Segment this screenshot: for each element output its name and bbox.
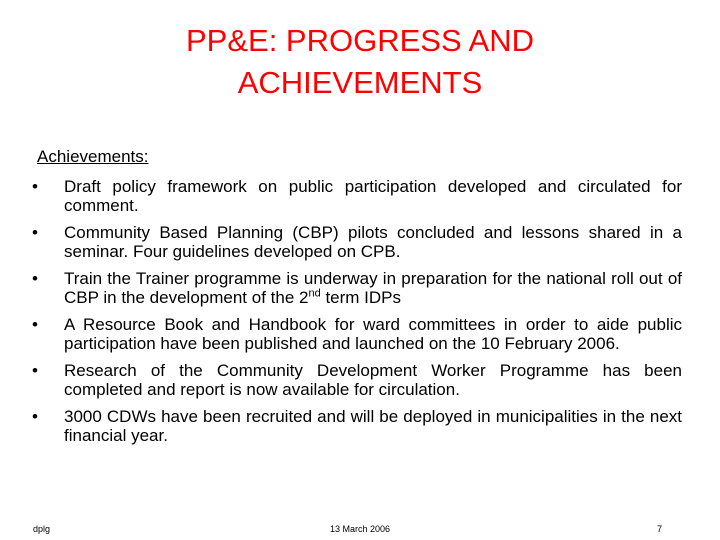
list-item [28, 361, 682, 399]
achievements-heading: Achievements: [37, 147, 149, 166]
achievements-list [28, 177, 682, 453]
bullet-icon: • [32, 269, 38, 288]
bullet-text-part: term IDPs [320, 288, 402, 307]
slide-title [60, 20, 660, 104]
bullet-text [64, 269, 682, 307]
bullet-icon: • [32, 177, 38, 196]
list-item [28, 315, 682, 353]
bullet-superscript: nd [308, 287, 321, 300]
bullet-icon: • [32, 361, 38, 380]
bullet-text: Draft policy framework on public participation developed and circulated for comment. [64, 177, 682, 215]
bullet-text: 3000 CDWs have been recruited and will be deployed in municipalities in the next financial year. [64, 407, 682, 445]
footer-organization: dplg [33, 524, 51, 534]
bullet-icon: • [32, 223, 38, 242]
bullet-icon: • [32, 407, 38, 426]
list-item [28, 177, 682, 215]
footer-page-number: 7 [656, 524, 662, 534]
bullet-icon: • [32, 315, 38, 334]
bullet-text: Research of the Community Development Worker Programme has been completed and report is now available for circulation. [64, 361, 682, 399]
bullet-text-part: Train the Trainer programme is underway in preparation for the national roll out of CBP in the development of the 2 [64, 269, 682, 307]
bullet-text: A Resource Book and Handbook for ward committees in order to aide public participation have been published and launched on the 10 February 2006. [64, 315, 682, 353]
bullet-text: Community Based Planning (CBP) pilots concluded and lessons shared in a seminar. Four guidelines developed on CPB. [64, 223, 682, 261]
list-item [28, 223, 682, 261]
slide-title-line-1: PP&E: PROGRESS AND [186, 23, 534, 58]
list-item [28, 269, 682, 307]
slide-title-line-2: ACHIEVEMENTS [237, 65, 483, 100]
footer-date: 13 March 2006 [329, 524, 391, 534]
list-item [28, 407, 682, 445]
